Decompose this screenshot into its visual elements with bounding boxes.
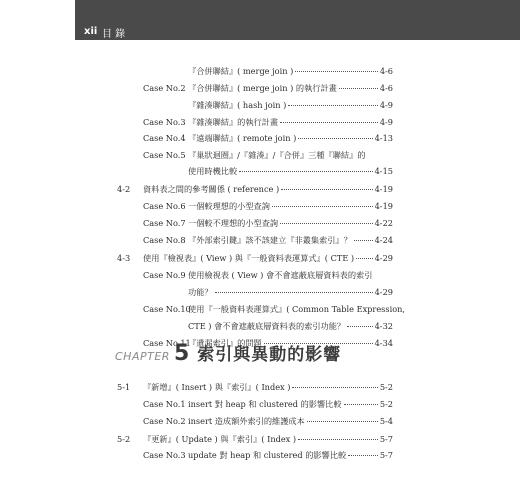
page-ref: 4-9 (379, 100, 393, 110)
dot-leader (347, 326, 372, 327)
section-number: 4-3 (117, 253, 131, 263)
entry-title: 『雜湊聯結』( hash join ) (188, 100, 287, 110)
dot-leader (344, 404, 378, 405)
entry-title: 使用時機比較 (188, 166, 238, 176)
entry-title: update 對 heap 和 clustered 的影響比較 (188, 450, 347, 460)
toc-entry (0, 304, 520, 318)
entry-title: 使用『檢視表』( View ) 與『一般資料表運算式』( CTE ) (143, 253, 355, 263)
entry-title: 『遠端聯結』( remote join ) (188, 133, 297, 143)
dot-leader (307, 421, 378, 422)
page-ref: 4-9 (379, 117, 393, 127)
page-ref: 5-2 (379, 382, 393, 392)
entry-title: 一個較理想的小型查詢 (188, 201, 270, 211)
section-number: 5-1 (117, 382, 131, 392)
toc-entry (0, 166, 520, 180)
case-label: Case No.4 (143, 133, 186, 143)
page-number: xii (84, 26, 98, 37)
page-ref: 4-32 (374, 321, 393, 331)
page-ref: 5-7 (379, 450, 393, 460)
entry-title: insert 造成額外索引的維護成本 (188, 416, 305, 426)
toc-entry (0, 184, 520, 198)
page-ref: 4-19 (374, 201, 393, 211)
case-label: Case No.11 (143, 338, 191, 348)
toc-entry (0, 287, 520, 301)
dot-leader (339, 88, 378, 89)
toc-entry (0, 117, 520, 131)
toc-entry (0, 434, 520, 448)
case-label: Case No.6 (143, 201, 186, 211)
entry-title: 『巢狀迴圈』/『雜湊』/『合併』三種『聯結』的 (188, 150, 366, 160)
toc-entry (0, 382, 520, 396)
entry-title: 功能？ (188, 287, 213, 297)
toc-entry (0, 100, 520, 114)
chapter-number: 5 (173, 341, 190, 366)
page-ref: 4-29 (374, 253, 393, 263)
dot-leader (354, 240, 373, 241)
chapter-title: 索引與異動的影響 (197, 345, 342, 365)
chapter-heading (115, 340, 341, 370)
entry-title: 資料表之間的參考關係 ( reference ) (143, 184, 280, 194)
dot-leader (292, 387, 377, 388)
dot-leader (215, 292, 373, 293)
dot-leader (281, 189, 372, 190)
toc-entry (0, 235, 520, 249)
entry-title: 『雜湊聯結』的執行計畫 (188, 117, 279, 127)
page-ref: 4-19 (374, 184, 393, 194)
entry-title: 『新增』( Insert ) 與『索引』( Index ) (143, 382, 291, 392)
page-ref: 5-7 (379, 434, 393, 444)
toc-entry (0, 399, 520, 413)
entry-title: CTE ) 會不會遮蔽底層資料表的索引功能？ (188, 321, 346, 331)
entry-title: 『外部索引鍵』該不該建立『非叢集索引』？ (188, 235, 352, 245)
case-label: Case No.3 (143, 450, 186, 460)
dot-leader (295, 71, 378, 72)
toc-entry (0, 150, 520, 164)
dot-leader (239, 171, 372, 172)
case-label: Case No.9 (143, 270, 186, 280)
page-ref: 5-2 (379, 399, 393, 409)
toc-entry (0, 450, 520, 464)
entry-title: 使用『一般資料表運算式』( Common Table Expression, (188, 304, 406, 314)
page-ref: 4-24 (374, 235, 393, 245)
page-ref: 4-6 (379, 66, 393, 76)
dot-leader (298, 439, 378, 440)
page-ref: 4-15 (374, 166, 393, 176)
entry-title: 『合併聯結』( merge join ) 的執行計畫 (188, 83, 337, 93)
case-label: Case No.10 (143, 304, 191, 314)
entry-title: 『合併聯結』( merge join ) (188, 66, 294, 76)
dot-leader (348, 455, 378, 456)
page-ref: 4-6 (379, 83, 393, 93)
dot-leader (356, 258, 372, 259)
toc-entry (0, 416, 520, 430)
dot-leader (280, 122, 378, 123)
dot-leader (280, 223, 373, 224)
toc-entry (0, 133, 520, 147)
case-label: Case No.5 (143, 150, 186, 160)
section-number: 4-2 (117, 184, 131, 194)
case-label: Case No.1 (143, 399, 186, 409)
dot-leader (272, 206, 373, 207)
case-label: Case No.2 (143, 83, 186, 93)
entry-title: 『遺漏索引』的問題 (188, 338, 262, 348)
toc-entry (0, 201, 520, 215)
case-label: Case No.8 (143, 235, 186, 245)
case-label: Case No.7 (143, 218, 186, 228)
toc-entry (0, 218, 520, 232)
page-ref: 4-13 (374, 133, 393, 143)
toc-entry (0, 66, 520, 80)
toc-entry (0, 321, 520, 335)
entry-title: 『更新』( Update ) 與『索引』( Index ) (143, 434, 297, 444)
running-head-title: 目 錄 (102, 29, 126, 40)
header-bar (75, 0, 520, 40)
page-ref: 4-29 (374, 287, 393, 297)
entry-title: 一個較不理想的小型查詢 (188, 218, 279, 228)
entry-title: insert 對 heap 和 clustered 的影響比較 (188, 399, 342, 409)
page-ref: 5-4 (379, 416, 393, 426)
toc-entry (0, 253, 520, 267)
section-number: 5-2 (117, 434, 131, 444)
page-ref: 4-34 (374, 338, 393, 348)
page-ref: 4-22 (374, 218, 393, 228)
dot-leader (298, 138, 372, 139)
toc-entry (0, 270, 520, 284)
entry-title: 使用檢視表 ( View ) 會不會遮蔽底層資料表的索引 (188, 270, 373, 280)
dot-leader (288, 105, 378, 106)
toc-entry (0, 83, 520, 97)
case-label: Case No.3 (143, 117, 186, 127)
case-label: Case No.2 (143, 416, 186, 426)
chapter-word: CHAPTER (115, 350, 170, 363)
